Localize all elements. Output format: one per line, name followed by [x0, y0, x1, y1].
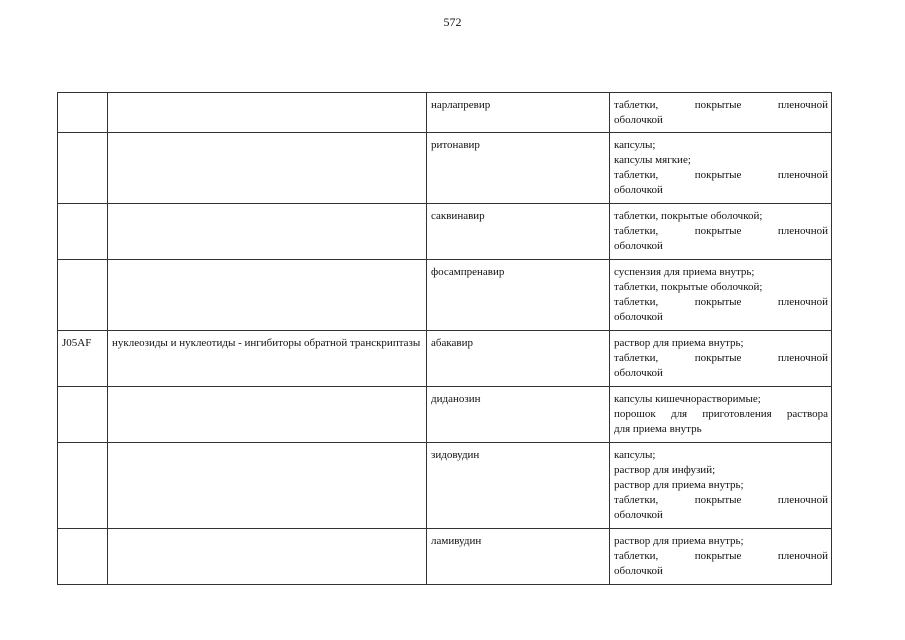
dosage-form-line: таблетки, покрытые пленочной	[614, 550, 828, 562]
pharmacological-group-cell: нуклеозиды и нуклеотиды - ингибиторы обратной транскриптазы	[108, 331, 427, 387]
dosage-form-line: оболочкой	[614, 367, 663, 379]
table-row	[58, 387, 832, 443]
table-row	[58, 529, 832, 585]
dosage-forms-cell	[610, 331, 832, 387]
dosage-form-line: оболочкой	[614, 311, 663, 323]
drug-name-cell: фосампренавир	[427, 260, 610, 331]
dosage-form-line: оболочкой	[614, 184, 663, 196]
table-row	[58, 260, 832, 331]
pharmacological-group-cell	[108, 387, 427, 443]
atc-code-cell	[58, 204, 108, 260]
pharmacological-group-cell	[108, 443, 427, 529]
dosage-form-line: суспензия для приема внутрь;	[614, 266, 755, 278]
table-row	[58, 204, 832, 260]
drug-name-cell: нарлапревир	[427, 93, 610, 133]
dosage-form-line: раствор для инфузий;	[614, 464, 716, 476]
pharmacological-group-cell	[108, 204, 427, 260]
pharmacological-group-cell	[108, 93, 427, 133]
dosage-form-line: капсулы;	[614, 139, 656, 151]
dosage-forms-cell	[610, 529, 832, 585]
dosage-forms-cell	[610, 133, 832, 204]
drug-name-cell: ритонавир	[427, 133, 610, 204]
dosage-form-line: капсулы кишечнорастворимые;	[614, 393, 761, 405]
dosage-form-line: таблетки, покрытые пленочной	[614, 225, 828, 237]
dosage-form-line: капсулы мягкие;	[614, 154, 691, 166]
dosage-form-line: оболочкой	[614, 565, 663, 577]
dosage-form-line: таблетки, покрытые пленочной	[614, 296, 828, 308]
drug-name-cell: диданозин	[427, 387, 610, 443]
pharmacological-group-cell	[108, 133, 427, 204]
table-row	[58, 133, 832, 204]
table-row	[58, 443, 832, 529]
drug-name-cell: абакавир	[427, 331, 610, 387]
dosage-form-line: таблетки, покрытые оболочкой;	[614, 281, 763, 293]
drug-name-cell: саквинавир	[427, 204, 610, 260]
pharmacological-group-cell	[108, 529, 427, 585]
dosage-form-line: раствор для приема внутрь;	[614, 479, 744, 491]
table-body	[58, 93, 832, 585]
dosage-forms-cell	[610, 443, 832, 529]
atc-code-cell	[58, 93, 108, 133]
dosage-form-line: для приема внутрь	[614, 423, 702, 435]
table-row	[58, 93, 832, 133]
drug-table	[57, 92, 832, 585]
atc-code-cell	[58, 133, 108, 204]
dosage-form-line: оболочкой	[614, 114, 663, 126]
dosage-form-line: капсулы;	[614, 449, 656, 461]
table-row	[58, 331, 832, 387]
dosage-form-line: таблетки, покрытые пленочной	[614, 352, 828, 364]
drug-name-cell: ламивудин	[427, 529, 610, 585]
dosage-form-line: раствор для приема внутрь;	[614, 535, 744, 547]
dosage-form-line: таблетки, покрытые оболочкой;	[614, 210, 763, 222]
dosage-form-line: оболочкой	[614, 509, 663, 521]
dosage-form-line: таблетки, покрытые пленочной	[614, 169, 828, 181]
atc-code-cell	[58, 529, 108, 585]
dosage-form-line: раствор для приема внутрь;	[614, 337, 744, 349]
dosage-forms-cell	[610, 260, 832, 331]
dosage-form-line: порошок для приготовления раствора	[614, 408, 828, 420]
atc-code-cell: J05AF	[58, 331, 108, 387]
pharmacological-group-cell	[108, 260, 427, 331]
page-number: 572	[443, 15, 462, 29]
atc-code-cell	[58, 260, 108, 331]
dosage-form-line: оболочкой	[614, 240, 663, 252]
dosage-forms-cell	[610, 387, 832, 443]
atc-code-cell	[58, 443, 108, 529]
atc-code-cell	[58, 387, 108, 443]
drug-name-cell: зидовудин	[427, 443, 610, 529]
dosage-forms-cell	[610, 204, 832, 260]
dosage-form-line: таблетки, покрытые пленочной	[614, 99, 828, 111]
dosage-form-line: таблетки, покрытые пленочной	[614, 494, 828, 506]
dosage-forms-cell	[610, 93, 832, 133]
